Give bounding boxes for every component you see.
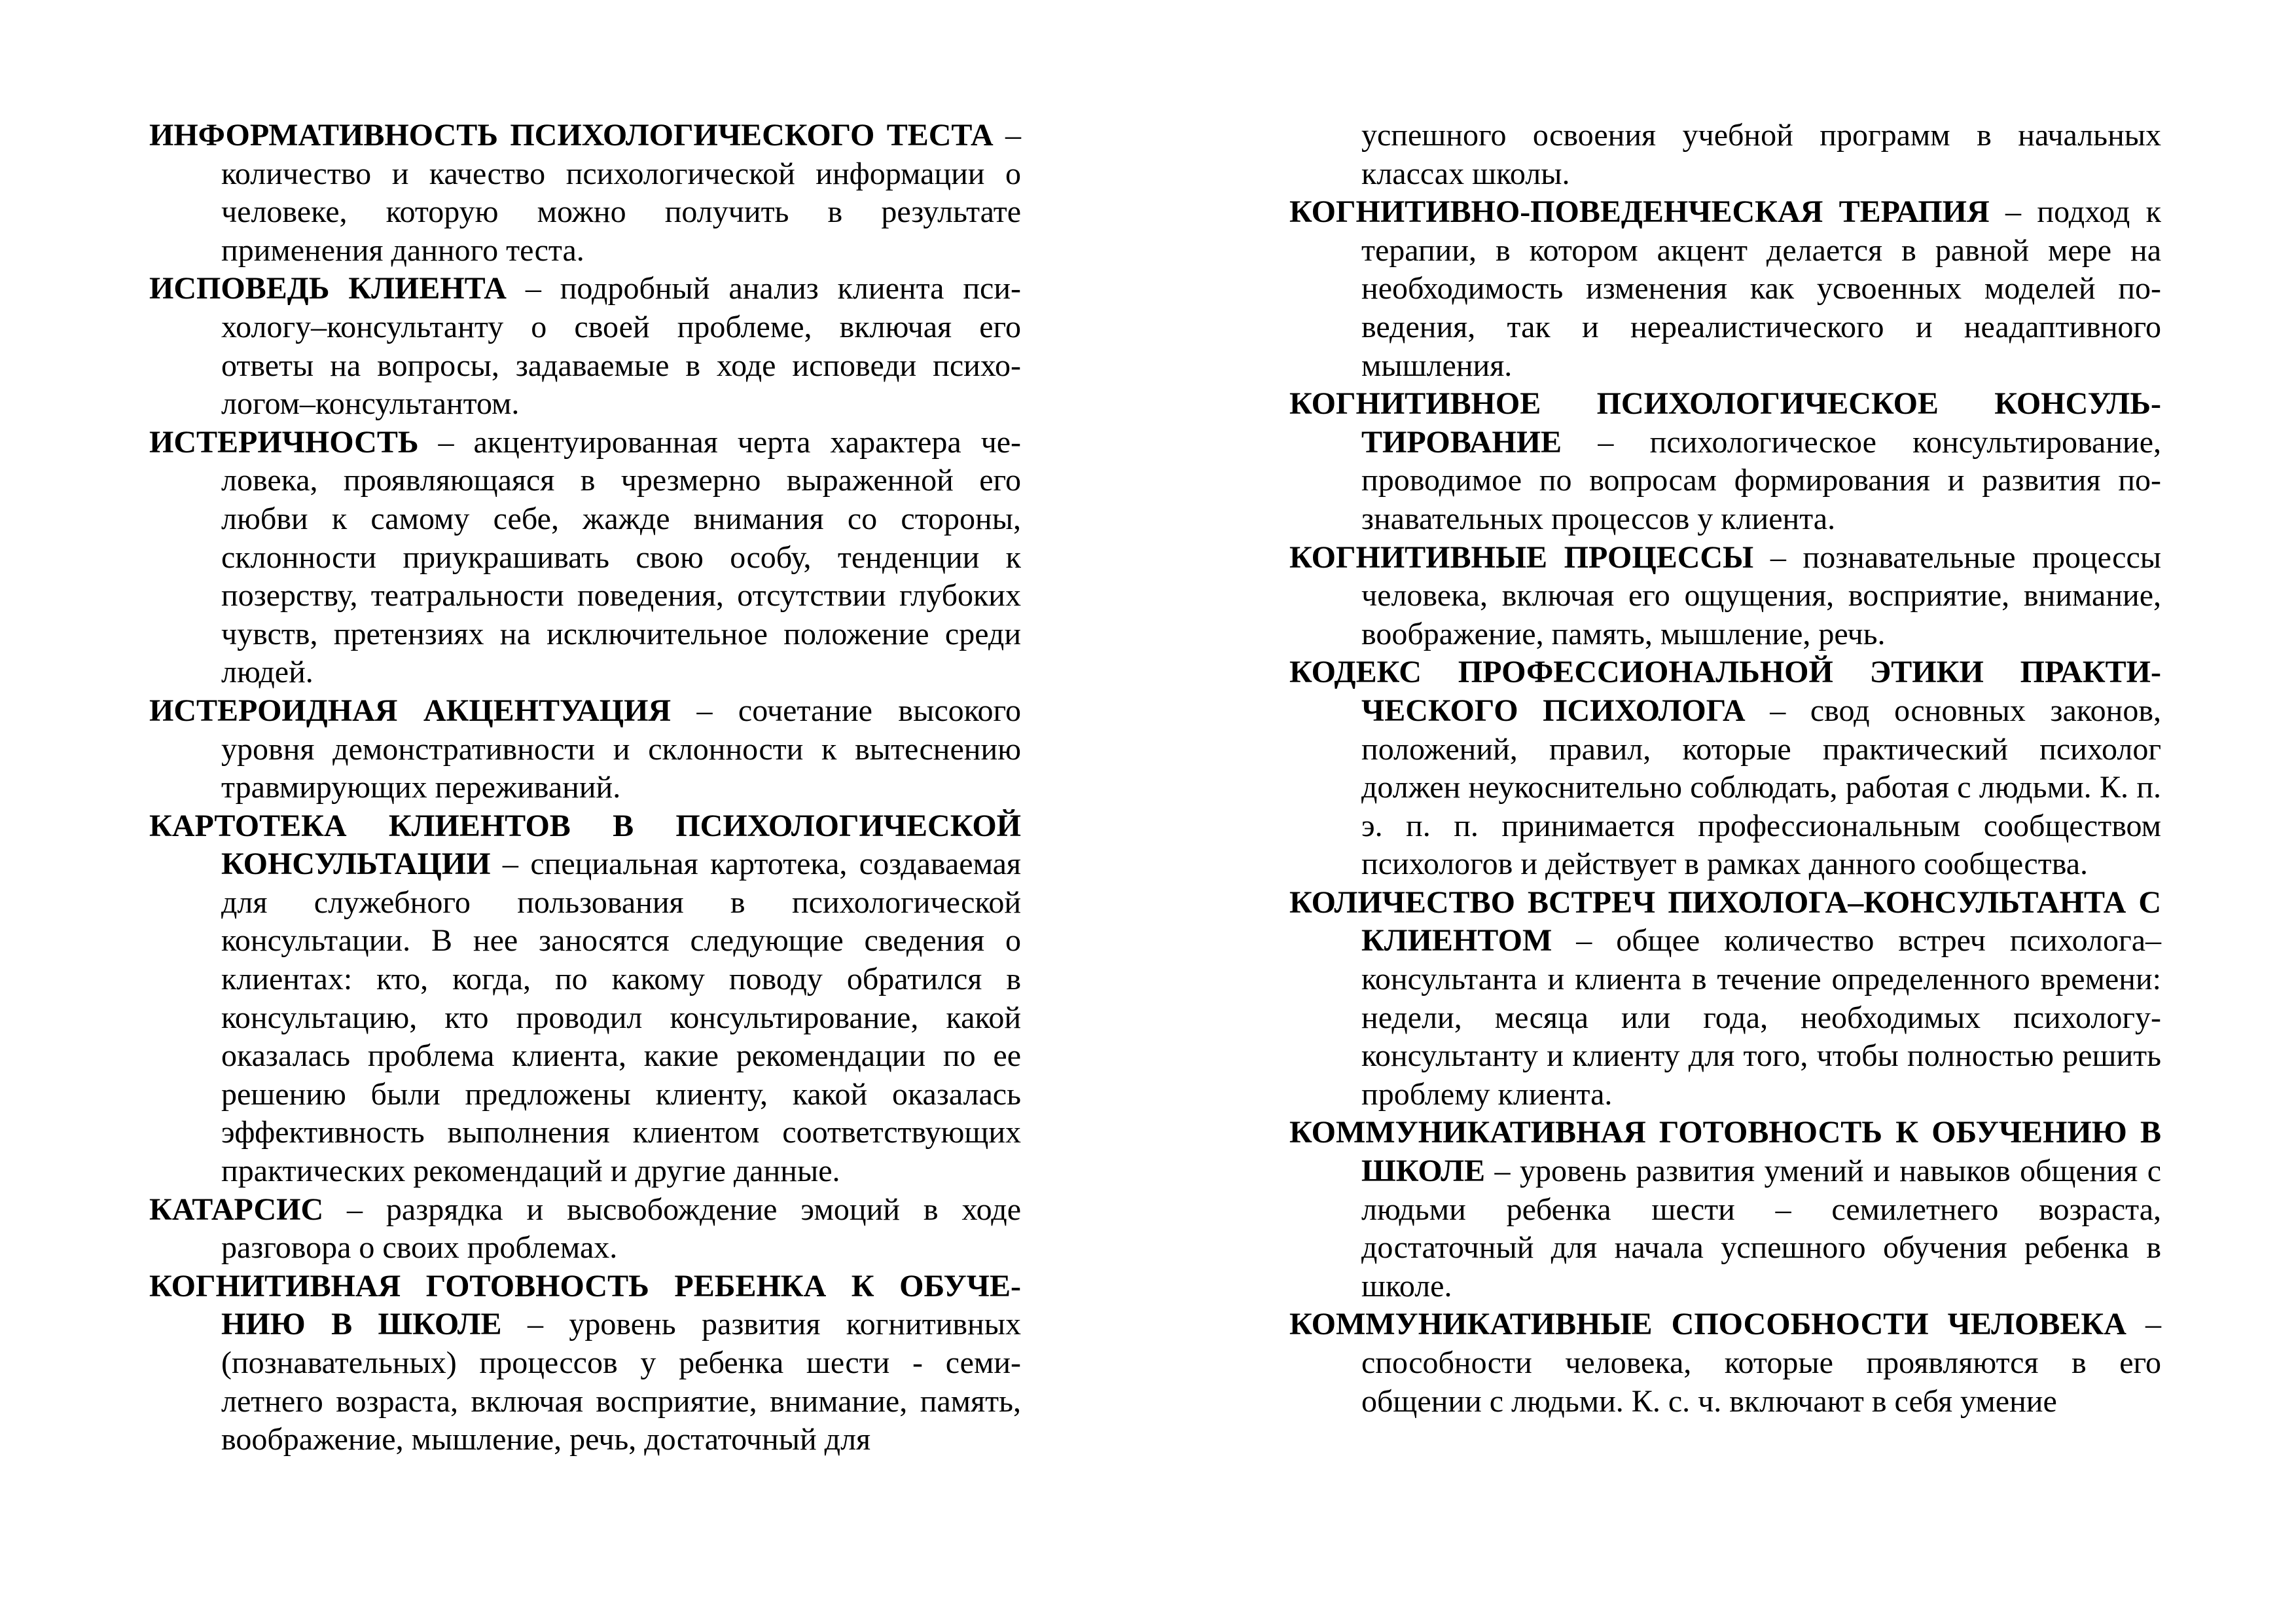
entry-definition: – подробный анализ клиента психологу–консультанту о своей проблеме, включая его ответы на вопросы, задаваемые в ходе исповеди психологом–консультантом. [221, 271, 1022, 422]
glossary-entry [149, 424, 1021, 692]
entry-term: КАТАРСИС [149, 1192, 324, 1227]
entry-definition: – подход к терапии, в котором акцент делается в равной мере на необходимость изменения как усвоенных моделей поведения, так и нереалистического и неадаптивного мышления. [1361, 194, 2161, 383]
entry-term: КОГНИТИВНО-ПОВЕДЕНЧЕСКАЯ ТЕРАПИЯ [1289, 194, 1990, 230]
glossary-entry [149, 117, 1021, 270]
entry-definition: – уровень развития умений и навыков общения с людьми ребенка шести – семилетнего возраста, достаточный для начала успешного обучения ребенка в школе. [1361, 1154, 2161, 1304]
entry-definition: – уровень развития когнитивных (познавательных) процессов у ребенка шести - семилетнего возраста, включая восприятие, внимание, память, воображение, мышление, речь, достаточный для [221, 1307, 1021, 1457]
entry-definition: – количество и качество психологической информации о человеке, которую можно получить в результате применения данного теста. [221, 118, 1021, 268]
glossary-entry [1289, 385, 2161, 538]
entry-definition: – способности человека, которые проявляются в его общении с людьми. К. с. ч. включают в себя умение [1361, 1307, 2162, 1419]
entry-definition: – психологическое консультирование, проводимое по вопросам формирования и развития познавательных процессов у клиента. [1361, 424, 2161, 536]
glossary-entry [149, 807, 1021, 1191]
entry-definition: – познавательные процессы человека, включая его ощущения, восприятие, внимание, воображение, память, мышление, речь. [1361, 539, 2161, 651]
entry-term: КОГНИТИВНЫЕ ПРОЦЕССЫ [1289, 539, 1754, 575]
entry-term: КОГНИТИВНОЕ ПСИХОЛОГИЧЕСКОЕ КОНСУЛЬТИРОВАНИЕ [1289, 386, 2161, 460]
right-column [1289, 117, 2161, 1421]
continued-text: успешного освоения учебной программ в начальных классах школы. [1361, 118, 2161, 191]
glossary-entry [1289, 539, 2161, 654]
entry-term: КОММУНИКАТИВНЫЕ СПОСОБНОСТИ ЧЕЛОВЕКА [1289, 1307, 2126, 1342]
glossary-entry [149, 270, 1021, 423]
entry-term: КОЛИЧЕСТВО ВСТРЕЧ ПИХОЛОГА–КОНСУЛЬТАНТА С КЛИЕНТОМ [1289, 884, 2161, 958]
entry-term: КОГНИТИВНАЯ ГОТОВНОСТЬ РЕБЕНКА К ОБУЧЕНИЮ В ШКОЛЕ [149, 1268, 1021, 1342]
entry-definition: – общее количество встреч психолога–консультанта и клиента в течение определенного времени: недели, месяца или года, необходимых психологу-консультанту и клиенту для того, чтобы полностью решить проблему клиента. [1361, 923, 2161, 1112]
left-column [149, 117, 1021, 1459]
glossary-entry [1289, 1305, 2161, 1421]
glossary-entry [1289, 653, 2161, 884]
glossary-entry [149, 692, 1021, 807]
glossary-entry [1289, 193, 2161, 385]
glossary-entry [1289, 1114, 2161, 1305]
entry-definition: – разрядка и высвобождение эмоций в ходе разговора о своих проблемах. [221, 1192, 1021, 1266]
entry-definition: – сочетание высокого уровня демонстративности и склонности к вытеснению травмирующих переживаний. [221, 693, 1021, 805]
glossary-entry [149, 1267, 1021, 1459]
entry-term: ИСТЕРИЧНОСТЬ [149, 424, 419, 460]
glossary-entry [1289, 884, 2161, 1114]
entry-definition: – акцентуированная черта характера человека, проявляющаяся в чрезмерно выраженной его любви к самому себе, жажде внимания со стороны, склонности приукрашивать свою особу, тенденции к позерству, театральности поведения, отсутствии глубоких чувств, претензиях на исключительное положение среди людей. [221, 424, 1021, 690]
entry-term: ИНФОРМАТИВНОСТЬ ПСИХОЛОГИЧЕСКОГО ТЕСТА [149, 118, 994, 153]
entry-term: КОММУНИКАТИВНАЯ ГОТОВНОСТЬ К ОБУЧЕНИЮ В ШКОЛЕ [1289, 1115, 2161, 1189]
glossary-entry [149, 1191, 1021, 1267]
entry-term: ИСТЕРОИДНАЯ АКЦЕНТУАЦИЯ [149, 693, 672, 728]
entry-definition: – специальная картотека, создаваемая для служебного пользования в психологической консультации. В нее заносятся следующие сведения о клиентах: кто, когда, по какому поводу обратился в консультацию, кто проводил консультирование, какой оказалась проблема клиента, какие рекомендации по ее решению были предложены клиенту, какой оказалась эффективность выполнения клиентом соответствующих практических рекомендаций и другие данные. [221, 847, 1021, 1189]
entry-term: КОДЕКС ПРОФЕССИОНАЛЬНОЙ ЭТИКИ ПРАКТИЧЕСКОГО ПСИХОЛОГА [1289, 655, 2161, 728]
entry-term: ИСПОВЕДЬ КЛИЕНТА [149, 271, 507, 306]
entry-definition: – свод основных законов, положений, правил, которые практический психолог должен неукоснительно соблюдать, работая с людьми. К. п. э. п. п. принимается профессиональным сообществом психологов и действует в рамках данного сообщества. [1361, 693, 2161, 882]
entry-term: КАРТОТЕКА КЛИЕНТОВ В ПСИХОЛОГИЧЕСКОЙ КОНСУЛЬТАЦИИ [149, 808, 1021, 882]
